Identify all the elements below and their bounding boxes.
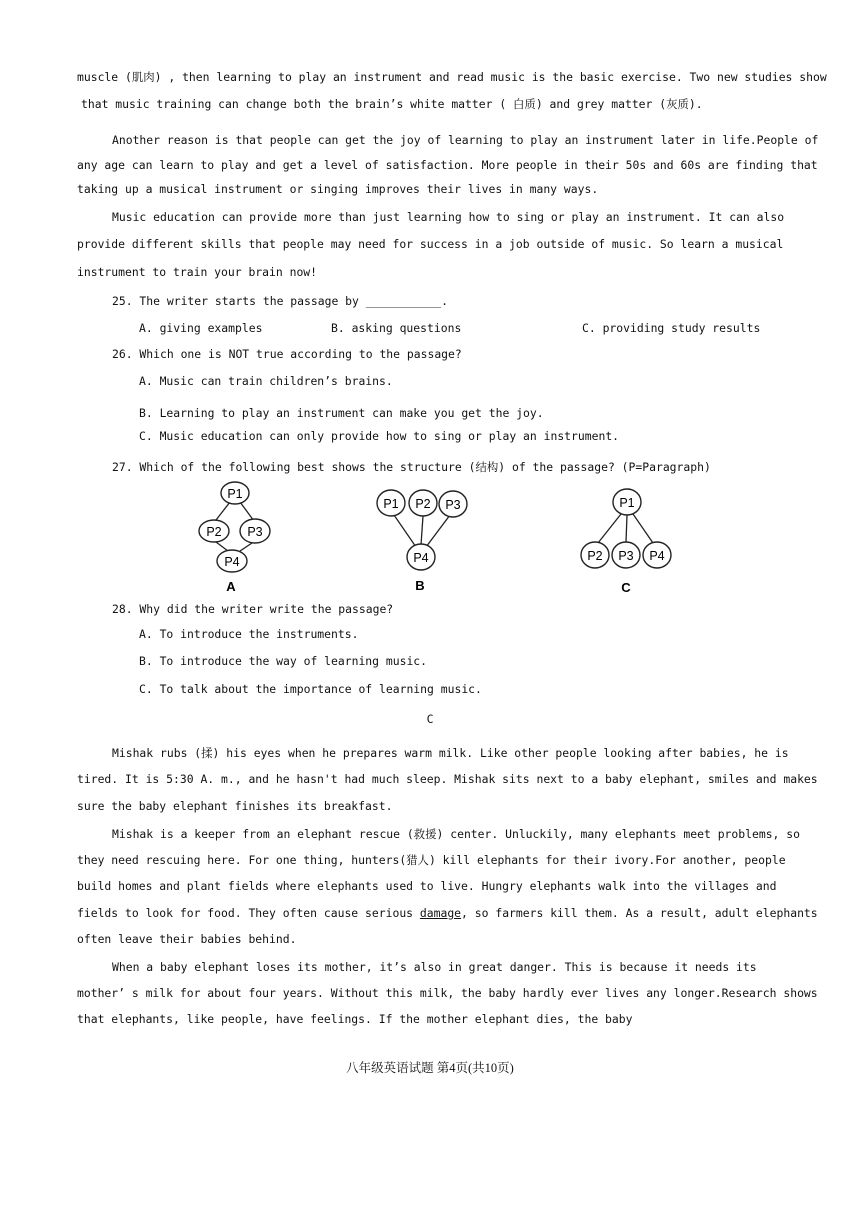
passage-b-line: instrument to train your brain now! (77, 265, 318, 279)
passage-c-text: fields to look for food. They often cause serious (77, 906, 420, 920)
question-26-stem: 26. Which one is NOT true according to the passage? (112, 347, 462, 361)
diagram-label-b: B (415, 578, 425, 593)
node-label-p3: P3 (618, 549, 634, 563)
passage-b-line: muscle (肌肉) , then learning to play an instrument and read music is the basic exercise. Two new studies show (77, 70, 827, 84)
page-footer: 八年级英语试题 第4页(共10页) (346, 1061, 514, 1075)
passage-c-text: , so farmers kill them. As a result, adult elephants (461, 906, 818, 920)
node-label-p3: P3 (445, 498, 461, 512)
question-26-option-b: B. Learning to play an instrument can make you get the joy. (139, 406, 544, 420)
passage-c-line: often leave their babies behind. (77, 932, 297, 946)
passage-b-line: that music training can change both the brain’s white matter ( 白质) and grey matter (灰质). (81, 97, 703, 111)
question-28-option-b: B. To introduce the way of learning music. (139, 654, 428, 668)
node-label-p1: P1 (227, 487, 243, 501)
node-label-p1: P1 (619, 496, 635, 510)
passage-c-line: When a baby elephant loses its mother, it’s also in great danger. This is because it needs its (112, 960, 757, 974)
underlined-word-damage: damage (419, 906, 462, 920)
question-25-option-c: C. providing study results (582, 321, 761, 335)
node-label-p3: P3 (247, 525, 263, 539)
passage-c-line: Mishak rubs (揉) his eyes when he prepares warm milk. Like other people looking after babies, he is (112, 746, 789, 760)
structure-diagram-b (370, 480, 475, 599)
passage-c-line: build homes and plant fields where elephants used to live. Hungry elephants walk into the villages and (77, 879, 777, 893)
section-heading-c: C (426, 712, 434, 726)
passage-c-line: tired. It is 5:30 A. m., and he hasn't had much sleep. Mishak sits next to a baby elephant, smiles and makes (77, 772, 818, 786)
question-26-option-c: C. Music education can only provide how to sing or play an instrument. (139, 429, 620, 443)
node-label-p2: P2 (206, 525, 222, 539)
node-label-p1: P1 (383, 497, 399, 511)
passage-c-line: sure the baby elephant finishes its breakfast. (77, 799, 393, 813)
passage-b-line: taking up a musical instrument or singing improves their lives in many ways. (77, 182, 599, 196)
question-27-stem: 27. Which of the following best shows the structure (结构) of the passage? (P=Paragraph) (112, 460, 711, 474)
question-26-option-a: A. Music can train children’s brains. (139, 374, 393, 388)
passage-b-line: provide different skills that people may need for success in a job outside of music. So learn a musical (77, 237, 784, 251)
question-25-option-a: A. giving examples (139, 321, 263, 335)
passage-b-line: any age can learn to play and get a level of satisfaction. More people in their 50s and 60s are finding that (77, 158, 818, 172)
passage-c-line: that elephants, like people, have feelings. If the mother elephant dies, the baby (77, 1012, 633, 1026)
passage-b-line: Music education can provide more than just learning how to sing or play an instrument. It can also (112, 210, 785, 224)
node-label-p4: P4 (224, 555, 240, 569)
structure-diagram-c (574, 480, 679, 602)
node-label-p4: P4 (649, 549, 665, 563)
passage-c-line (77, 906, 818, 920)
question-25-option-b: B. asking questions (331, 321, 462, 335)
question-28-option-c: C. To talk about the importance of learning music. (139, 682, 482, 696)
question-25-stem: 25. The writer starts the passage by ___________. (112, 294, 449, 308)
node-label-p4: P4 (413, 551, 429, 565)
diagram-label-c: C (621, 580, 631, 595)
passage-c-line: mother’ s milk for about four years. Without this milk, the baby hardly ever lives any longer.Research shows (77, 986, 818, 1000)
passage-c-line: Mishak is a keeper from an elephant rescue (救援) center. Unluckily, many elephants meet problems, so (112, 827, 800, 841)
question-28-stem: 28. Why did the writer write the passage? (112, 602, 394, 616)
question-28-option-a: A. To introduce the instruments. (139, 627, 359, 641)
structure-diagram-a (190, 480, 280, 599)
node-label-p2: P2 (587, 549, 603, 563)
diagram-label-a: A (226, 579, 236, 594)
node-label-p2: P2 (415, 497, 431, 511)
passage-c-line: they need rescuing here. For one thing, hunters(猎人) kill elephants for their ivory.For another, people (77, 853, 786, 867)
passage-b-line: Another reason is that people can get the joy of learning to play an instrument later in life.People of (112, 133, 819, 147)
